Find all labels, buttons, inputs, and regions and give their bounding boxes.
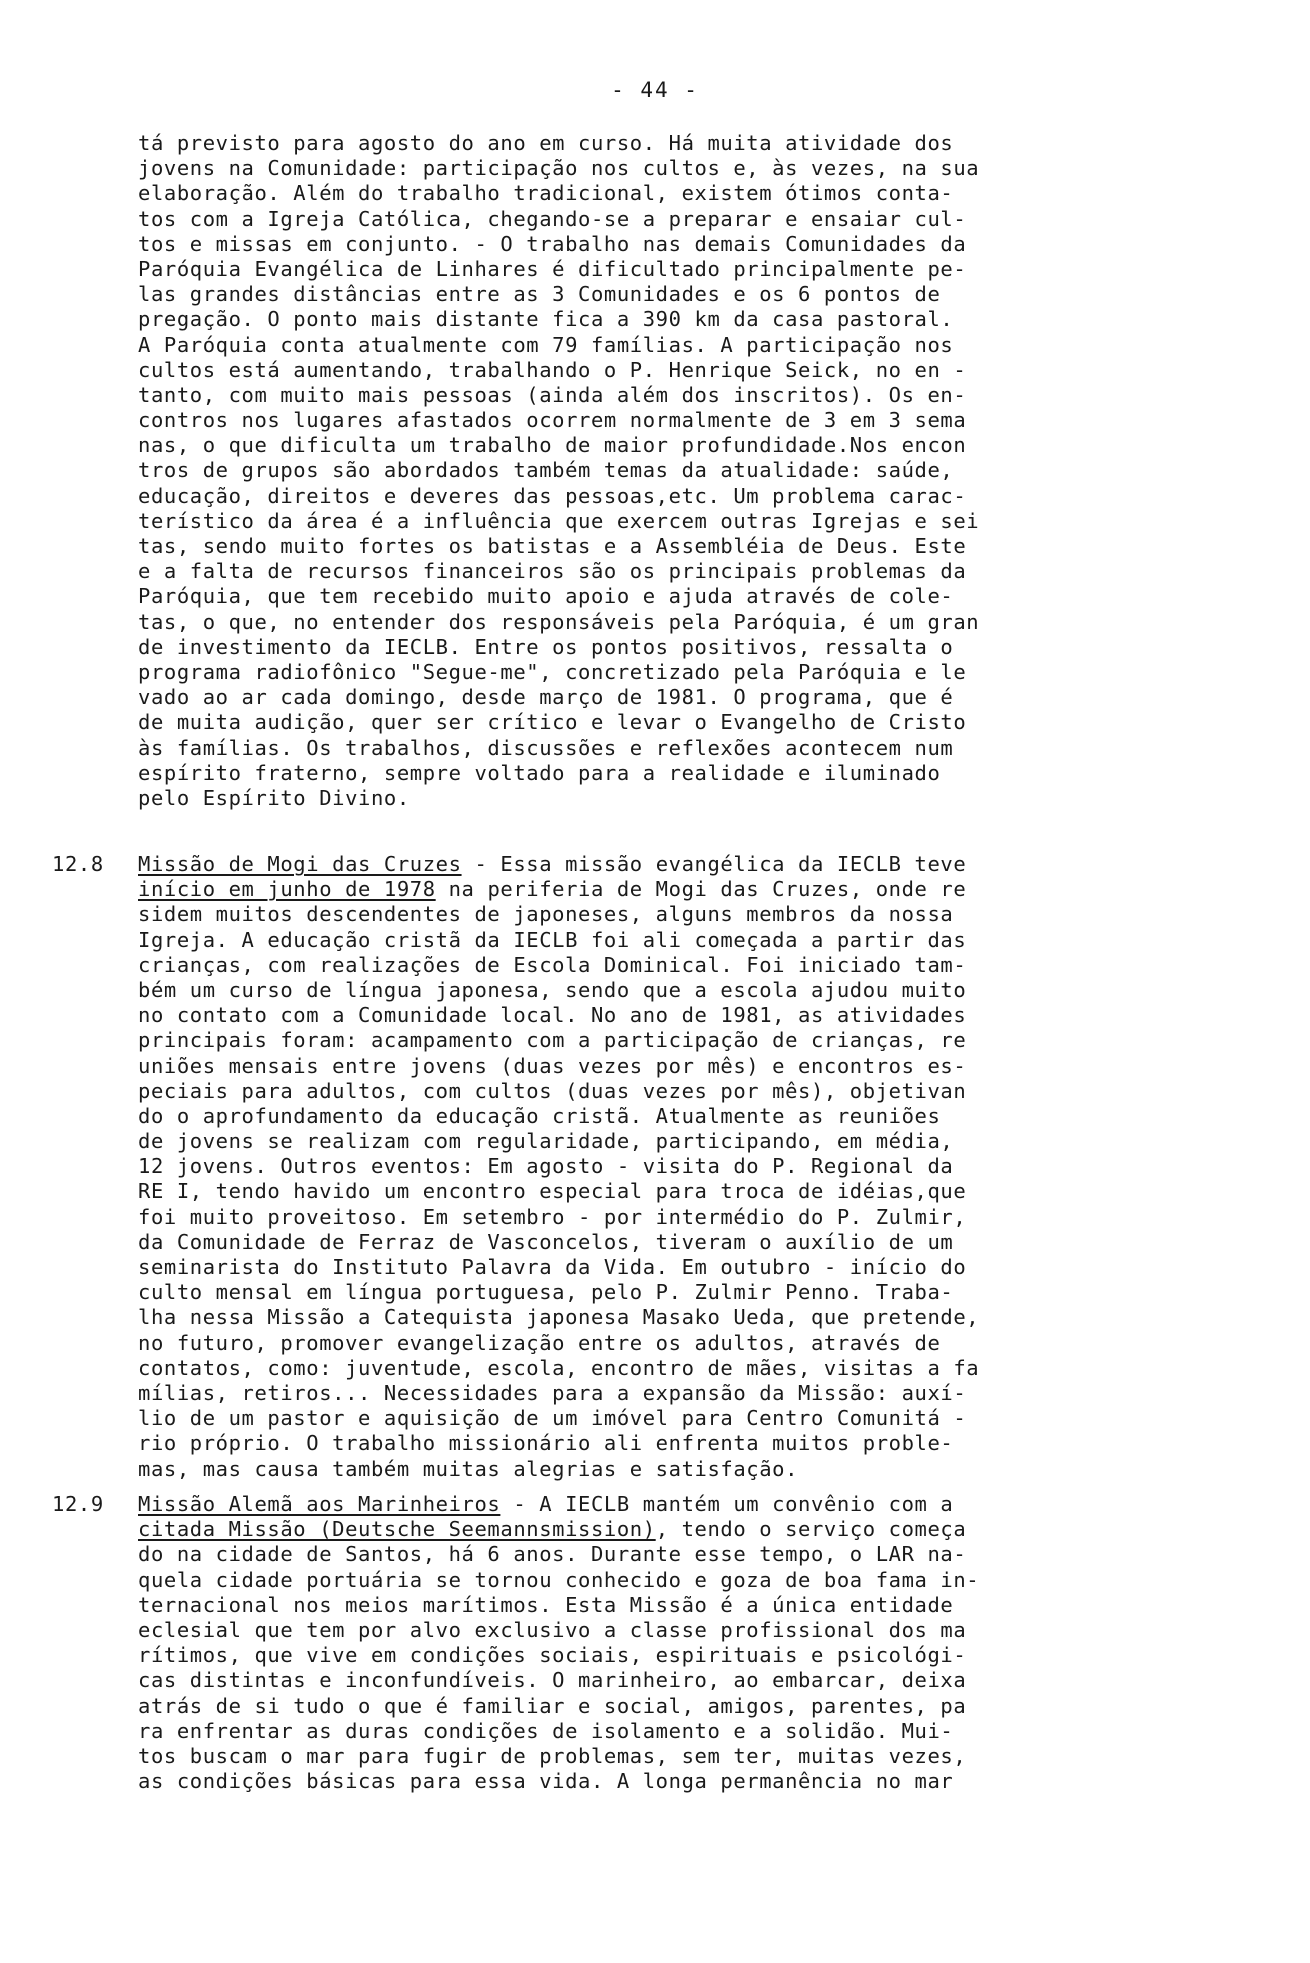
text-line: às famílias. Os trabalhos, discussões e reflexões acontecem num bbox=[138, 735, 954, 760]
text-line: quela cidade portuária se tornou conhecido e goza de boa fama in- bbox=[138, 1567, 980, 1592]
text-line: e a falta de recursos financeiros são os principais problemas da bbox=[138, 559, 967, 584]
text-line: mas, mas causa também muitas alegrias e satisfação. bbox=[138, 1456, 799, 1481]
section-number-12-9: 12.9 bbox=[52, 1492, 104, 1516]
text-line: rítimos, que vive em condições sociais, espirituais e psicológi- bbox=[138, 1643, 967, 1668]
text-line: tas, sendo muito fortes os batistas e a Assembléia de Deus. Este bbox=[138, 534, 967, 558]
text-line: do o aprofundamento da educação cristã. Atualmente as reuniões bbox=[138, 1103, 941, 1128]
text-line: peciais para adultos, com cultos (duas vezes por mês), objetivan bbox=[138, 1078, 967, 1103]
text-line: lio de um pastor e aquisição de um imóvel para Centro Comunitá - bbox=[138, 1406, 967, 1431]
text-line: nas, o que dificulta um trabalho de maior profundidade.Nos encon bbox=[138, 433, 967, 458]
section-text: na periferia de Mogi das Cruzes, onde re bbox=[435, 877, 967, 902]
text-line: bém um curso de língua japonesa, sendo que a escola ajudou muito bbox=[138, 977, 967, 1002]
text-line: tos e missas em conjunto. - O trabalho nas demais Comunidades da bbox=[138, 231, 967, 256]
text-line: elaboração. Além do trabalho tradicional, existem ótimos conta- bbox=[138, 181, 954, 206]
text-line: 12 jovens. Outros eventos: Em agosto - visita do P. Regional da bbox=[138, 1154, 954, 1179]
text-line: contatos, como: juventude, escola, encontro de mães, visitas a fa bbox=[138, 1355, 980, 1380]
text-line: foi muito proveitoso. Em setembro - por intermédio do P. Zulmir, bbox=[138, 1204, 967, 1229]
text-line: mílias, retiros... Necessidades para a expansão da Missão: auxí- bbox=[138, 1380, 967, 1405]
underlined-phrase: início em junho de 1978 bbox=[138, 877, 436, 902]
section-text: - Essa missão evangélica da IECLB teve bbox=[461, 852, 967, 876]
text-line: Igreja. A educação cristã da IECLB foi ali começada a partir das bbox=[138, 927, 967, 952]
section-12-9 bbox=[138, 1492, 1158, 1794]
text-line: eclesial que tem por alvo exclusivo a classe profissional dos ma bbox=[138, 1617, 967, 1642]
text-line: cultos está aumentando, trabalhando o P. Henrique Seick, no en - bbox=[138, 357, 967, 382]
section-title: Missão de Mogi das Cruzes bbox=[138, 852, 462, 876]
text-line: contros nos lugares afastados ocorrem normalmente de 3 em 3 sema bbox=[138, 408, 967, 433]
section-heading-line bbox=[138, 852, 1158, 877]
text-line: de investimento da IECLB. Entre os pontos positivos, ressalta o bbox=[138, 634, 954, 659]
text-line: tanto, com muito mais pessoas (ainda além dos inscritos). Os en- bbox=[138, 382, 967, 407]
section-body bbox=[138, 902, 1158, 1481]
text-line: Paróquia Evangélica de Linhares é dificultado principalmente pe- bbox=[138, 256, 967, 281]
text-line: tos buscam o mar para fugir de problemas, sem ter, muitas vezes, bbox=[138, 1743, 967, 1768]
text-line: tas, o que, no entender dos responsáveis pela Paróquia, é um gran bbox=[138, 609, 980, 634]
text-line: sidem muitos descendentes de japoneses, alguns membros da nossa bbox=[138, 902, 954, 927]
text-line: pregação. O ponto mais distante fica a 390 km da casa pastoral. bbox=[138, 307, 954, 332]
text-line: pelo Espírito Divino. bbox=[138, 785, 410, 810]
text-line: programa radiofônico "Segue-me", concretizado pela Paróquia e le bbox=[138, 659, 967, 684]
section-body bbox=[138, 1542, 1158, 1794]
text-line: as condições básicas para essa vida. A longa permanência no mar bbox=[138, 1769, 954, 1794]
section-heading-line bbox=[138, 1492, 1158, 1517]
text-line: A Paróquia conta atualmente com 79 famílias. A participação nos bbox=[138, 332, 954, 357]
text-line: seminarista do Instituto Palavra da Vida. Em outubro - início do bbox=[138, 1255, 967, 1279]
section-text: - A IECLB mantém um convênio com a bbox=[500, 1492, 954, 1516]
text-line: tos com a Igreja Católica, chegando-se a preparar e ensaiar cul- bbox=[138, 206, 967, 231]
text-line: uniões mensais entre jovens (duas vezes por mês) e encontros es- bbox=[138, 1053, 967, 1078]
text-line: espírito fraterno, sempre voltado para a realidade e iluminado bbox=[138, 760, 941, 785]
underlined-phrase: citada Missão (Deutsche Seemannsmission) bbox=[138, 1517, 656, 1542]
text-line: ra enfrentar as duras condições de isolamento e a solidão. Mui- bbox=[138, 1718, 954, 1743]
text-line: de muita audição, quer ser crítico e levar o Evangelho de Cristo bbox=[138, 710, 967, 735]
section-text-line bbox=[138, 1517, 1158, 1542]
section-text-line bbox=[138, 877, 1158, 902]
text-line: jovens na Comunidade: participação nos cultos e, às vezes, na sua bbox=[138, 156, 980, 181]
text-line: vado ao ar cada domingo, desde março de 1981. O programa, que é bbox=[138, 685, 954, 710]
text-line: do na cidade de Santos, há 6 anos. Durante esse tempo, o LAR na- bbox=[138, 1542, 967, 1567]
text-line: terístico da área é a influência que exercem outras Igrejas e sei bbox=[138, 508, 980, 533]
text-line: principais foram: acampamento com a participação de crianças, re bbox=[138, 1028, 967, 1053]
section-text: , tendo o serviço começa bbox=[655, 1517, 967, 1542]
section-title: Missão Alemã aos Marinheiros bbox=[138, 1492, 501, 1516]
text-line: Paróquia, que tem recebido muito apoio e ajuda através de cole- bbox=[138, 584, 954, 609]
text-line: tros de grupos são abordados também temas da atualidade: saúde, bbox=[138, 458, 954, 483]
text-line: lha nessa Missão a Catequista japonesa Masako Ueda, que pretende, bbox=[138, 1305, 980, 1330]
text-line: de jovens se realizam com regularidade, participando, em média, bbox=[138, 1129, 954, 1154]
text-line: no futuro, promover evangelização entre os adultos, através de bbox=[138, 1330, 941, 1355]
text-line: da Comunidade de Ferraz de Vasconcelos, tiveram o auxílio de um bbox=[138, 1229, 954, 1254]
text-line: cas distintas e inconfundíveis. O marinheiro, ao embarcar, deixa bbox=[138, 1668, 967, 1693]
page-number: - 44 - bbox=[611, 78, 699, 102]
text-line: no contato com a Comunidade local. No ano de 1981, as atividades bbox=[138, 1003, 967, 1028]
text-line: culto mensal em língua portuguesa, pelo P. Zulmir Penno. Traba- bbox=[138, 1280, 954, 1305]
text-line: las grandes distâncias entre as 3 Comunidades e os 6 pontos de bbox=[138, 282, 941, 307]
text-line: crianças, com realizações de Escola Dominical. Foi iniciado tam- bbox=[138, 952, 967, 977]
text-line: educação, direitos e deveres das pessoas,etc. Um problema carac- bbox=[138, 483, 967, 508]
text-line: atrás de si tudo o que é familiar e social, amigos, parentes, pa bbox=[138, 1693, 967, 1718]
section-number-12-8: 12.8 bbox=[52, 852, 104, 876]
section-12-8 bbox=[138, 852, 1158, 1482]
text-line: ternacional nos meios marítimos. Esta Missão é a única entidade bbox=[138, 1592, 954, 1617]
text-line: tá previsto para agosto do ano em curso. Há muita atividade dos bbox=[138, 131, 954, 155]
text-line: RE I, tendo havido um encontro especial para troca de idéias,que bbox=[138, 1179, 967, 1204]
paragraph-continuation bbox=[138, 131, 1158, 811]
text-line: rio próprio. O trabalho missionário ali enfrenta muitos proble- bbox=[138, 1431, 954, 1456]
